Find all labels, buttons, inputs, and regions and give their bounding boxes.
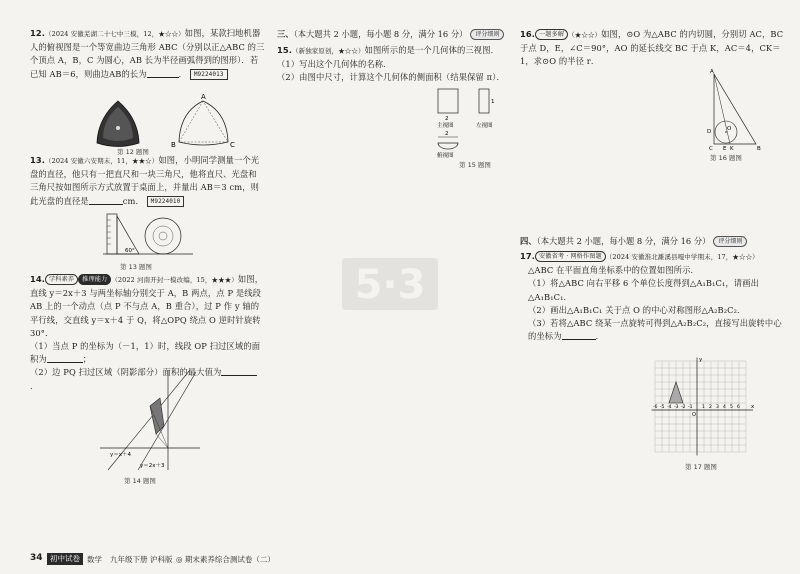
label-a: A <box>710 69 714 75</box>
x-tick-label: -6 <box>653 405 658 410</box>
origin-label: O <box>692 412 696 418</box>
tag-literacy: 学科素养 <box>45 274 78 285</box>
question-number: 14. <box>30 274 45 284</box>
tag-reasoning: 推理能力 <box>78 274 111 285</box>
answer-blank-1[interactable] <box>47 353 83 363</box>
x-tick-label: -3 <box>674 405 679 410</box>
question-source: （2024 安徽六安期末，11，★★☆） <box>45 157 159 165</box>
section-3-header <box>277 28 504 41</box>
axis-label-y: y <box>699 357 703 363</box>
section-title: 三、 <box>277 29 294 39</box>
label-c: C <box>230 141 235 149</box>
figure-caption: 第 15 题图 <box>459 161 491 169</box>
x-tick-label: -5 <box>660 405 665 410</box>
question-punct: ． <box>178 68 188 79</box>
answer-blank-2[interactable] <box>221 366 257 376</box>
subquestion-1: （1）写出这个几何体的名称． <box>277 59 392 70</box>
x-tick-label: 2 <box>709 405 712 410</box>
tag-grid-drawing: 安徽省考 · 网格作图题 <box>535 251 606 262</box>
subquestion-2: （2）画出△A₁B₁C₁ 关于点 O 的中心对称图形△A₂B₂C₂． <box>528 304 746 315</box>
subquestion-2: （2）边 PQ 扫过区域（阴影部分）面积的最大值为 <box>30 367 222 378</box>
top-view-label: 俯视图 <box>437 153 454 159</box>
front-view-label: 主视图 <box>437 123 454 129</box>
answer-blank[interactable] <box>147 68 179 78</box>
subquestion-1: （1）将△ABC 向右平移 6 个单位长度得到△A₁B₁C₁，请画出△A₁B₁C₁． <box>528 278 759 302</box>
question-intro: △ABC 在平面直角坐标系中的位置如图所示． <box>528 265 699 276</box>
question-source: （新独家原创，★☆☆） <box>292 47 365 55</box>
coordinate-figure <box>98 368 203 473</box>
figure-caption: 第 13 题图 <box>120 263 152 271</box>
dim-left: 1 <box>491 99 495 105</box>
incircle-figure <box>704 70 764 152</box>
angle-label: 60° <box>125 248 135 254</box>
answer-blank[interactable] <box>562 330 596 340</box>
figure-caption: 第 12 题图 <box>117 148 149 156</box>
footer-title: ◎ 期末素养综合测试卷（二） <box>176 555 275 564</box>
column-right <box>515 0 800 560</box>
question-text: 如图，某款扫地机器人的俯视图是一个等宽曲边三角形 ABC（分别以正△ABC 的三个顶点 A，B，C 为圆心，AB 长为半径画弧得到的图形）．若已知 AB＝6，则曲边AB的长为 <box>30 28 265 79</box>
robot-figure <box>93 93 243 149</box>
question-number: 12. <box>30 28 45 38</box>
x-tick-label: 3 <box>716 405 719 410</box>
question-code: M9224010 <box>147 196 185 207</box>
x-tick-label: 6 <box>737 405 740 410</box>
question-12 <box>30 27 265 81</box>
svg-text:5·3: 5·3 <box>354 262 426 308</box>
x-tick-label: -2 <box>681 405 686 410</box>
figure-caption: 第 16 题图 <box>710 154 742 162</box>
column-left <box>0 0 270 560</box>
label-k: K <box>730 146 734 152</box>
label-b: B <box>171 141 176 149</box>
grid-figure <box>647 352 757 462</box>
question-code: M9224013 <box>190 69 228 80</box>
question-source: （2024 安徽淮北濉溪县嘎中学期末，17，★☆☆） <box>605 253 759 261</box>
question-text: 如图，直线 y＝2x＋3 与两坐标轴分别交于 A，B 两点，点 P 是线段 AB 上的一个动点（点 P 不与点 A，B 重合），过 P 作 y 轴的平行线，交直线 y＝x＋4 于 Q，将△OPQ 绕点 O 逆时针旋转 30°． <box>30 274 264 338</box>
question-text: 如图所示的是一个几何体的三视图． <box>364 45 499 55</box>
question-unit: cm． <box>122 195 144 206</box>
x-tick-label: 4 <box>723 405 726 410</box>
question-number: 15. <box>277 45 292 55</box>
question-text: 如图，小明同学测量一个光盘的直径，他只有一把直尺和一块三角尺，他将直尺、光盘和三角尺按如图所示方式放置于桌面上，并量出 AB＝3 cm，则此光盘的直径是 <box>30 155 260 206</box>
question-source: （★☆☆） <box>568 31 602 39</box>
label-o: O <box>727 126 732 132</box>
dim-top: 2 <box>445 131 449 137</box>
brand-label: 初中试卷 <box>47 553 83 565</box>
question-16 <box>520 28 790 69</box>
label-a: A <box>201 93 206 101</box>
question-15 <box>277 44 509 85</box>
x-tick-label: -4 <box>667 405 672 410</box>
line-label-1: y＝x＋4 <box>110 452 132 458</box>
figure-caption: 第 14 题图 <box>124 477 156 485</box>
dim-main: 2 <box>445 116 449 122</box>
x-tick-label: 5 <box>730 405 733 410</box>
subquestion-1: （1）当点 P 的坐标为（－1，1）时，线段 OP 扫过区域的面积为 <box>30 341 261 365</box>
subquestion-2: （2）由图中尺寸，计算这个几何体的侧面积（结果保留 π）． <box>277 72 505 83</box>
question-number: 13. <box>30 155 45 165</box>
score-badge[interactable]: 评分细则 <box>470 29 504 40</box>
section-desc: （本大题共 2 小题，每小题 8 分，满分 16 分） <box>536 236 711 246</box>
question-14: 14. 学科素养 推理能力 （2022 河南开封一模改编，15，★★★）如图，直线 y＝2x＋3 与两坐标轴分别交于 A，B 两点，点 P 是线段 AB 上的一个动点（点 P 不与点 A，B 重合），过 P 作 y 轴的平行线，交直线 y＝x＋4 于 Q，将△OPQ 绕点 O 逆时针旋转 30°． （1）当点 P 的坐标为（－1，1）时，线段 OP 扫过区域的面积为 ； （2）边 PQ 扫过区域（阴影部分）面积的最大值为． <box>30 274 264 391</box>
section-title: 四、 <box>520 236 537 246</box>
answer-blank[interactable] <box>89 195 123 205</box>
label-b: B <box>757 146 761 152</box>
question-number: 16. <box>520 29 535 39</box>
label-c: C <box>709 146 713 152</box>
footer-grade: 九年级下册 <box>110 555 148 564</box>
x-tick-label: -1 <box>688 405 693 410</box>
x-tick-label: 1 <box>702 405 705 410</box>
section-4-header <box>520 235 747 248</box>
label-e: E <box>723 146 727 152</box>
score-badge[interactable]: 评分细则 <box>713 236 747 247</box>
question-source: （2024 安徽芜湖二十七中三模，12，★☆☆） <box>45 30 185 38</box>
figure-caption: 第 17 题图 <box>685 463 717 471</box>
three-views-figure <box>435 85 507 157</box>
page-number: 34 <box>30 553 43 563</box>
axis-label-x: x <box>751 404 755 410</box>
left-view-label: 左视图 <box>476 123 493 129</box>
question-source: （2022 河南开封一模改编，15，★★★） <box>111 276 238 284</box>
page-footer <box>0 551 800 574</box>
column-middle <box>270 0 515 560</box>
question-17 <box>520 250 790 343</box>
question-text: 如图，⊙O 为△ABC 的内切圆，分别切 AC，BC 于点 D，E，∠C＝90°，AO 的延长线交 BC 于点 K，AC＝4，CK＝1，求⊙O 的半径 r． <box>520 29 784 67</box>
question-13 <box>30 154 265 208</box>
line-label-2: y＝2x＋3 <box>140 463 165 469</box>
subquestion-3: （3）若将△ABC 绕某一点旋转可得到△A₂B₂C₂，直接写出旋转中心的坐标为 <box>528 318 782 342</box>
question-punct: ． <box>595 331 604 342</box>
label-d: D <box>707 129 712 135</box>
section-desc: （本大题共 2 小题，每小题 8 分，满分 16 分） <box>293 29 468 39</box>
disc-figure <box>103 206 193 261</box>
question-number: 17. <box>520 251 535 261</box>
footer-subject: 数学 <box>87 555 102 564</box>
triangle-abc <box>669 382 683 403</box>
footer-edition: 沪科版 <box>150 555 173 564</box>
tag-multi-solution: 一题多解 <box>535 29 568 40</box>
